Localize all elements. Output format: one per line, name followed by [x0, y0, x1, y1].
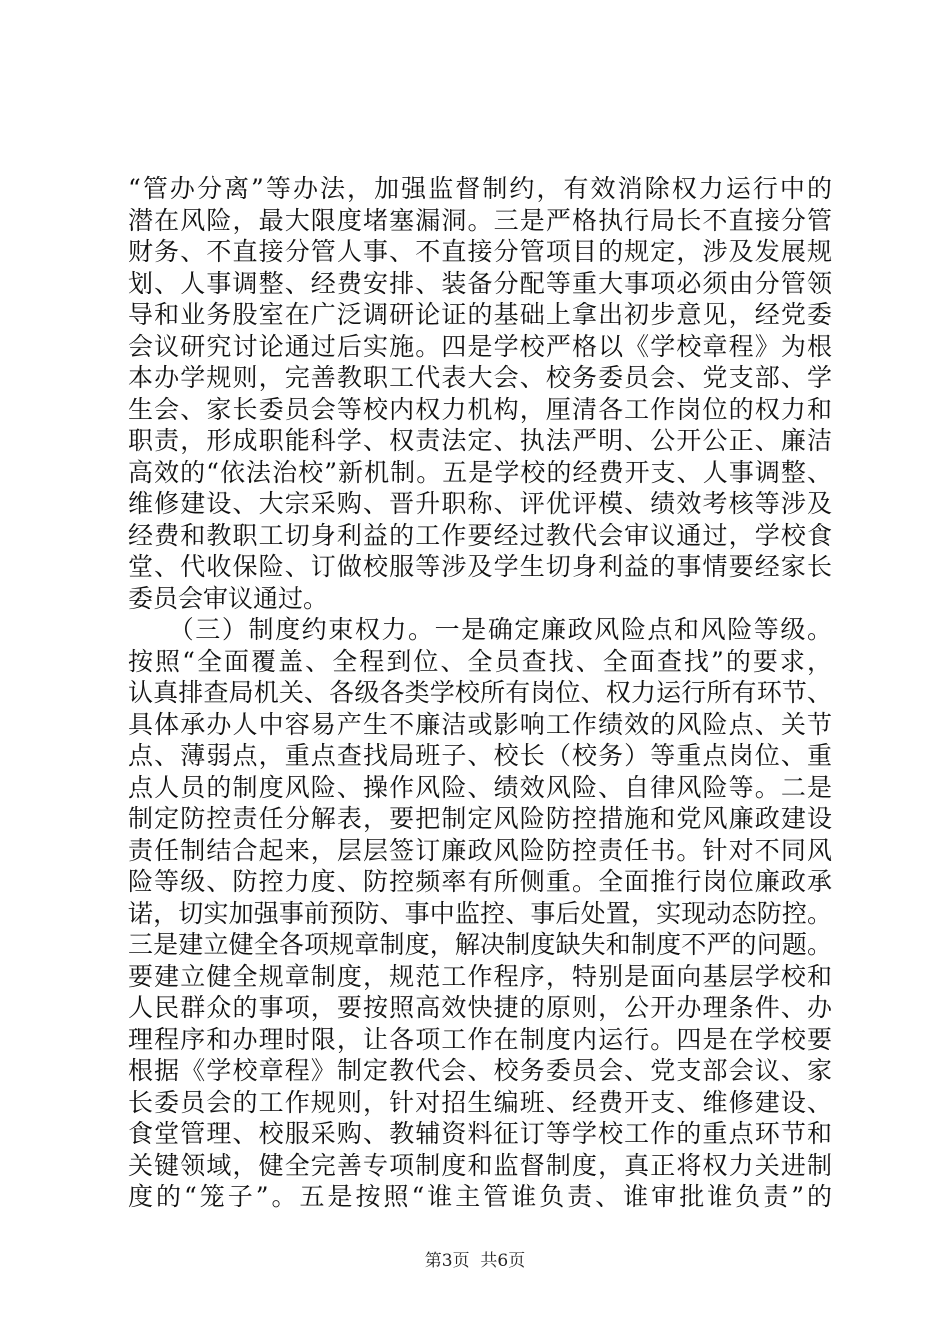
text-line: 点人员的制度风险、操作风险、绩效风险、自律风险等。二是	[128, 772, 832, 802]
text-line: 具体承办人中容易产生不廉洁或影响工作绩效的风险点、关节	[128, 709, 832, 739]
text-line: 险等级、防控力度、防控频率有所侧重。全面推行岗位廉政承	[128, 867, 832, 896]
text-line: 生会、家长委员会等校内权力机构，厘清各工作岗位的权力和	[128, 394, 832, 424]
text-line: 经费和教职工切身利益的工作要经过教代会审议通过，学校食	[128, 520, 832, 550]
text-line: 按照“全面覆盖、全程到位、全员查找、全面查找”的要求，	[128, 646, 832, 676]
text-line: 制定防控责任分解表，要把制定风险防控措施和党风廉政建设	[128, 804, 832, 833]
text-line: 人民群众的事项，要按照高效快捷的原则，公开办理条件、办	[128, 993, 832, 1022]
text-line: 堂、代收保险、订做校服等涉及学生切身利益的事情要经家长	[128, 552, 832, 581]
text-line: 认真排查局机关、各级各类学校所有岗位、权力运行所有环节、	[128, 678, 832, 707]
text-line: 食堂管理、校服采购、教辅资料征订等学校工作的重点环节和	[128, 1119, 832, 1148]
page-footer: 第3页 共6页	[424, 1251, 526, 1271]
text-line: 三是建立健全各项规章制度，解决制度缺失和制度不严的问题。	[128, 930, 832, 959]
text-line: 点、薄弱点，重点查找局班子、校长（校务）等重点岗位、重	[128, 741, 832, 770]
text-line: 责任制结合起来，层层签订廉政风险防控责任书。针对不同风	[128, 835, 832, 865]
body-text	[128, 173, 832, 1213]
text-line: （三）制度约束权力。一是确定廉政风险点和风险等级。	[128, 615, 832, 644]
text-line: 关键领域，健全完善专项制度和监督制度，真正将权力关进制	[128, 1150, 832, 1180]
text-line: 会议研究讨论通过后实施。四是学校严格以《学校章程》为根	[128, 331, 832, 361]
text-line: 长委员会的工作规则，针对招生编班、经费开支、维修建设、	[128, 1087, 832, 1117]
text-line: 维修建设、大宗采购、晋升职称、评优评模、绩效考核等涉及	[128, 489, 832, 518]
text-line: 根据《学校章程》制定教代会、校务委员会、党支部会议、家	[128, 1056, 832, 1085]
text-line: 委员会审议通过。	[128, 583, 329, 613]
text-line: 导和业务股室在广泛调研论证的基础上拿出初步意见，经党委	[128, 300, 832, 329]
text-line: 潜在风险，最大限度堵塞漏洞。三是严格执行局长不直接分管	[128, 205, 832, 235]
text-line: 职责，形成职能科学、权责法定、执法严明、公开公正、廉洁	[128, 426, 832, 455]
text-line: 划、人事调整、经费安排、装备分配等重大事项必须由分管领	[128, 268, 832, 298]
text-line: 财务、不直接分管人事、不直接分管项目的规定，涉及发展规	[128, 237, 832, 266]
text-line: 本办学规则，完善教职工代表大会、校务委员会、党支部、学	[128, 363, 832, 392]
text-line: 理程序和办理时限，让各项工作在制度内运行。四是在学校要	[128, 1024, 832, 1054]
text-line: 诺，切实加强事前预防、事中监控、事后处置，实现动态防控。	[128, 898, 832, 928]
text-line: “管办分离”等办法，加强监督制约，有效消除权力运行中的	[128, 174, 832, 203]
text-line: 要建立健全规章制度，规范工作程序，特别是面向基层学校和	[128, 961, 832, 991]
text-line: 度的“笼子”。五是按照“谁主管谁负责、谁审批谁负责”的	[128, 1182, 832, 1211]
text-line: 高效的“依法治校”新机制。五是学校的经费开支、人事调整、	[128, 457, 832, 487]
